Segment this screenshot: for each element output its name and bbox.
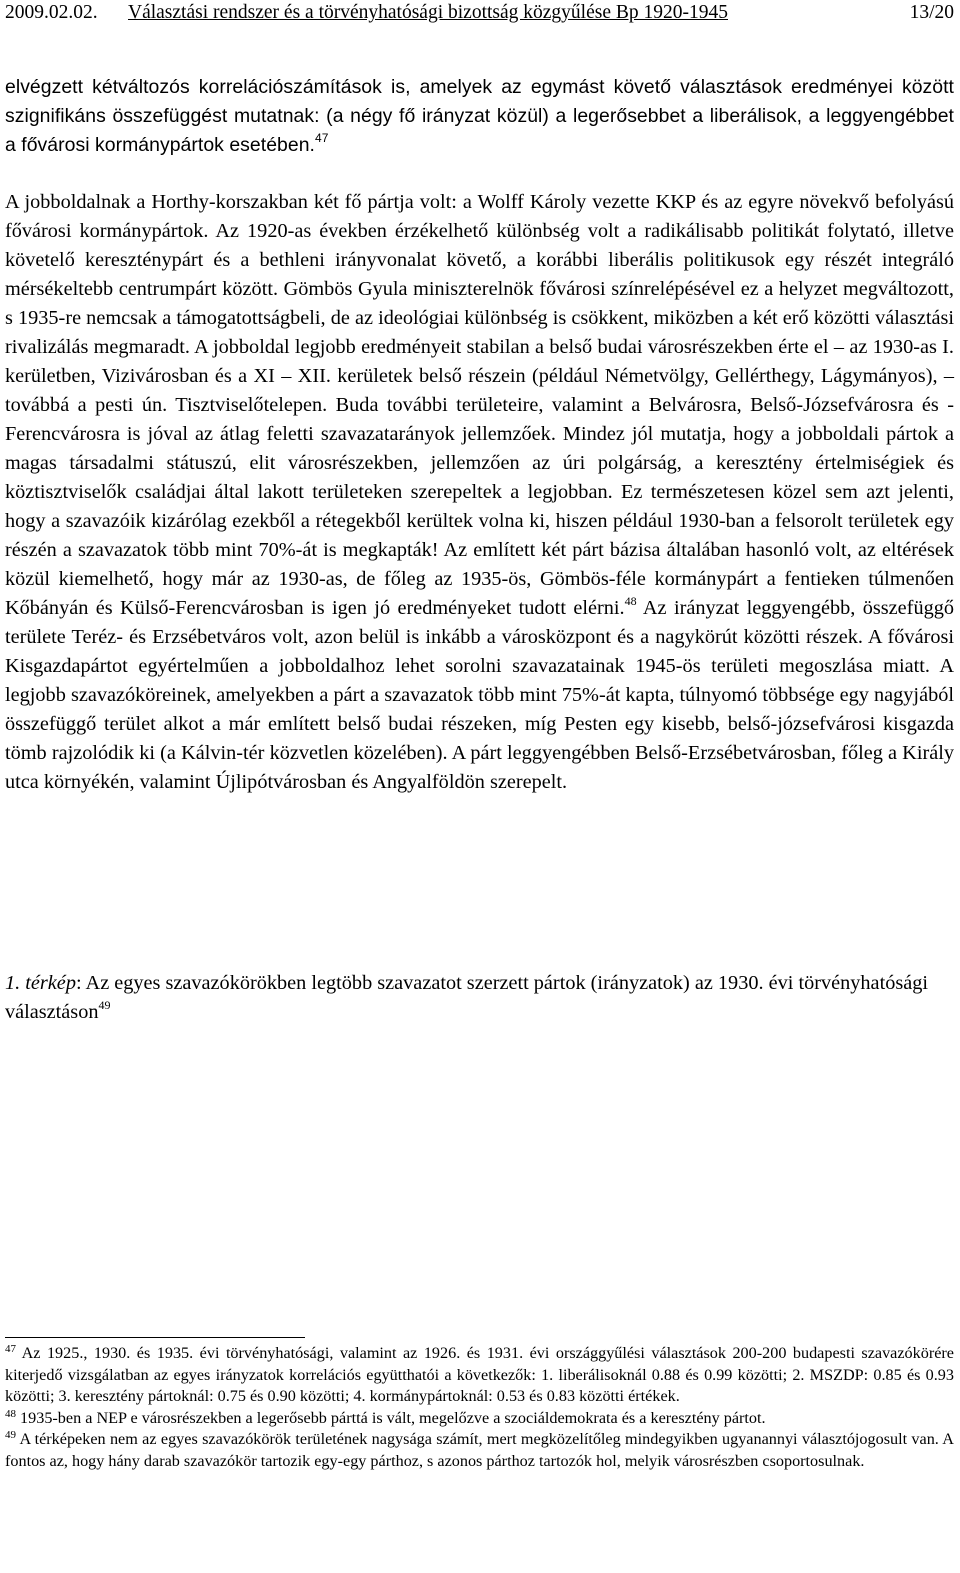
footnote-number: 47	[5, 1343, 16, 1355]
footnote-48	[5, 1408, 954, 1430]
map-caption	[5, 969, 954, 1027]
footnote-text: A térképeken nem az egyes szavazókörök területének nagysága számít, mert megközelítőleg mindegyikben ugyanannyi választójogosult van. A fontos az, hogy hány darab szavazókör tartozik egy-egy párthoz, s azonos párthoz tartozók hol, melyik városrészben csoportosulnak.	[5, 1430, 954, 1470]
header-title: Választási rendszer és a törvényhatósági bizottság közgyűlése Bp 1920-1945	[128, 2, 728, 23]
map-caption-text: : Az egyes szavazókörökben legtöbb szavazatot szerzett pártok (irányzatok) az 1930. évi törvényhatósági választáson	[5, 972, 929, 1023]
paragraph-2-text-a: A jobboldalnak a Horthy-korszakban két fő pártja volt: a Wolff Károly vezette KKP és az egyre növekvő befolyású fővárosi kormánypártok. Az 1920-as években érzékelhető különbség volt a radikálisabb politikát folytató, illetve követelő kereszténypárt és a bethleni irányvonalat követő, a korábbi liberális politikusok egy részét integráló mérsékeltebb centrumpárt között. Gömbös Gyula miniszterelnök fővárosi színrelépésével ez a helyzet megváltozott, s 1935-re nemcsak a támogatottságbeli, de az ideológiai különbség is csökkent, miközben a két erő közötti választási rivalizálás megmaradt. A jobboldal legjobb eredményeit stabilan a belső budai városrészekben érte el – az 1930-as I. kerületben, Vizivárosban és a XI – XII. kerületek belső részein (például Németvölgy, Gellérthegy, Lágymányos), – továbbá a pesti ún. Tisztviselőtelepen. Buda további területeire, valamint a Belvárosra, Belső-Józsefvárosra és -Ferencvárosra is jóval az átlag feletti szavazatarányok jellemzőek. Mindez jól mutatja, hogy a jobboldali pártok a magas társadalmi státuszú, elit városrészekben, jellemzően az úri polgárság, a keresztény értelmiségiek és köztisztviselők családjai által lakott területeken szerepeltek a legjobban. Ez természetesen közel sem azt jelenti, hogy a szavazóik kizárólag ezekből a rétegekből kerültek volna ki, hiszen például 1930-ban a felsorolt területek egy részén a szavazatok több mint 70%-át is megkapták! Az említett két párt bázisa általában hasonló volt, az eltérések közül kiemelhető, hogy már az 1930-as, de főleg az 1935-ös, Gömbös-féle kormánypárt a fentieken túlmenően Kőbányán és Külső-Ferencvárosban is igen jó eredményeket tudott elérni.	[5, 191, 954, 619]
footnote-number: 48	[5, 1407, 16, 1420]
footnote-text: Az 1925., 1930. és 1935. évi törvényhatósági, valamint az 1926. és 1931. évi országgyűlési választások 200-200 budapesti szavazókörére kiterjedő vizsgálatban az egyes irányzatok korrelációs együtthatói a következők: 1. liberálisoknál 0.88 és 0.99 közötti; 2. MSZDP: 0.85 és 0.93 közötti; 3. keresztény pártoknál: 0.75 és 0.90 közötti; 4. kormánypártoknál: 0.53 és 0.83 közötti értékek.	[5, 1344, 954, 1405]
page-header	[5, 0, 954, 28]
footnote-47	[5, 1343, 954, 1408]
page-number: 13/20	[909, 2, 954, 23]
paragraph-1	[5, 73, 954, 160]
footnote-ref-47: 47	[314, 131, 329, 145]
footnote-text: 1935-ben a NEP e városrészekben a legerősebb párttá is vált, megelőzve a szociáldemokrata és a keresztény pártot.	[16, 1408, 766, 1427]
footnote-ref-49: 49	[98, 998, 111, 1012]
paragraph-2	[5, 188, 954, 797]
footnote-49	[5, 1429, 954, 1472]
footnote-separator	[5, 1337, 305, 1338]
header-date: 2009.02.02.	[5, 2, 98, 23]
paragraph-1-text: elvégzett kétváltozós korrelációszámítások is, amelyek az egymást követő választások eredményei között szignifikáns összefüggést mutatnak: (a négy fő irányzat közül) a legerősebbet a liberálisok, a leggyengébbet a fővárosi kormánypártok esetében.	[5, 76, 954, 156]
map-caption-label: 1. térkép	[5, 972, 76, 994]
footnotes	[5, 1343, 954, 1472]
footnote-ref-48: 48	[624, 594, 637, 608]
paragraph-2-text-b: Az irányzat leggyengébb, összefüggő területe Teréz- és Erzsébetváros volt, azon belül is inkább a városközpont és a nagykörút közötti részek. A fővárosi Kisgazdapártot egyértelműen a jobboldalhoz lehet sorolni szavazatainak 1945-ös területi megoszlása miatt. A legjobb szavazóköreinek, amelyekben a párt a szavazatok több mint 75%-át kapta, túlnyomó többsége egy nagyjából összefüggő terület alkot a már említett belső budai részeken, míg Pesten egy kisebb, belső-józsefvárosi kisgazda tömb rajzolódik ki (a Kálvin-tér közvetlen közelében). A párt leggyengébben Belső-Erzsébetvárosban, főleg a Király utca környékén, valamint Újlipótvárosban és Angyalföldön szerepelt.	[5, 597, 955, 793]
footnote-number: 49	[5, 1429, 16, 1441]
